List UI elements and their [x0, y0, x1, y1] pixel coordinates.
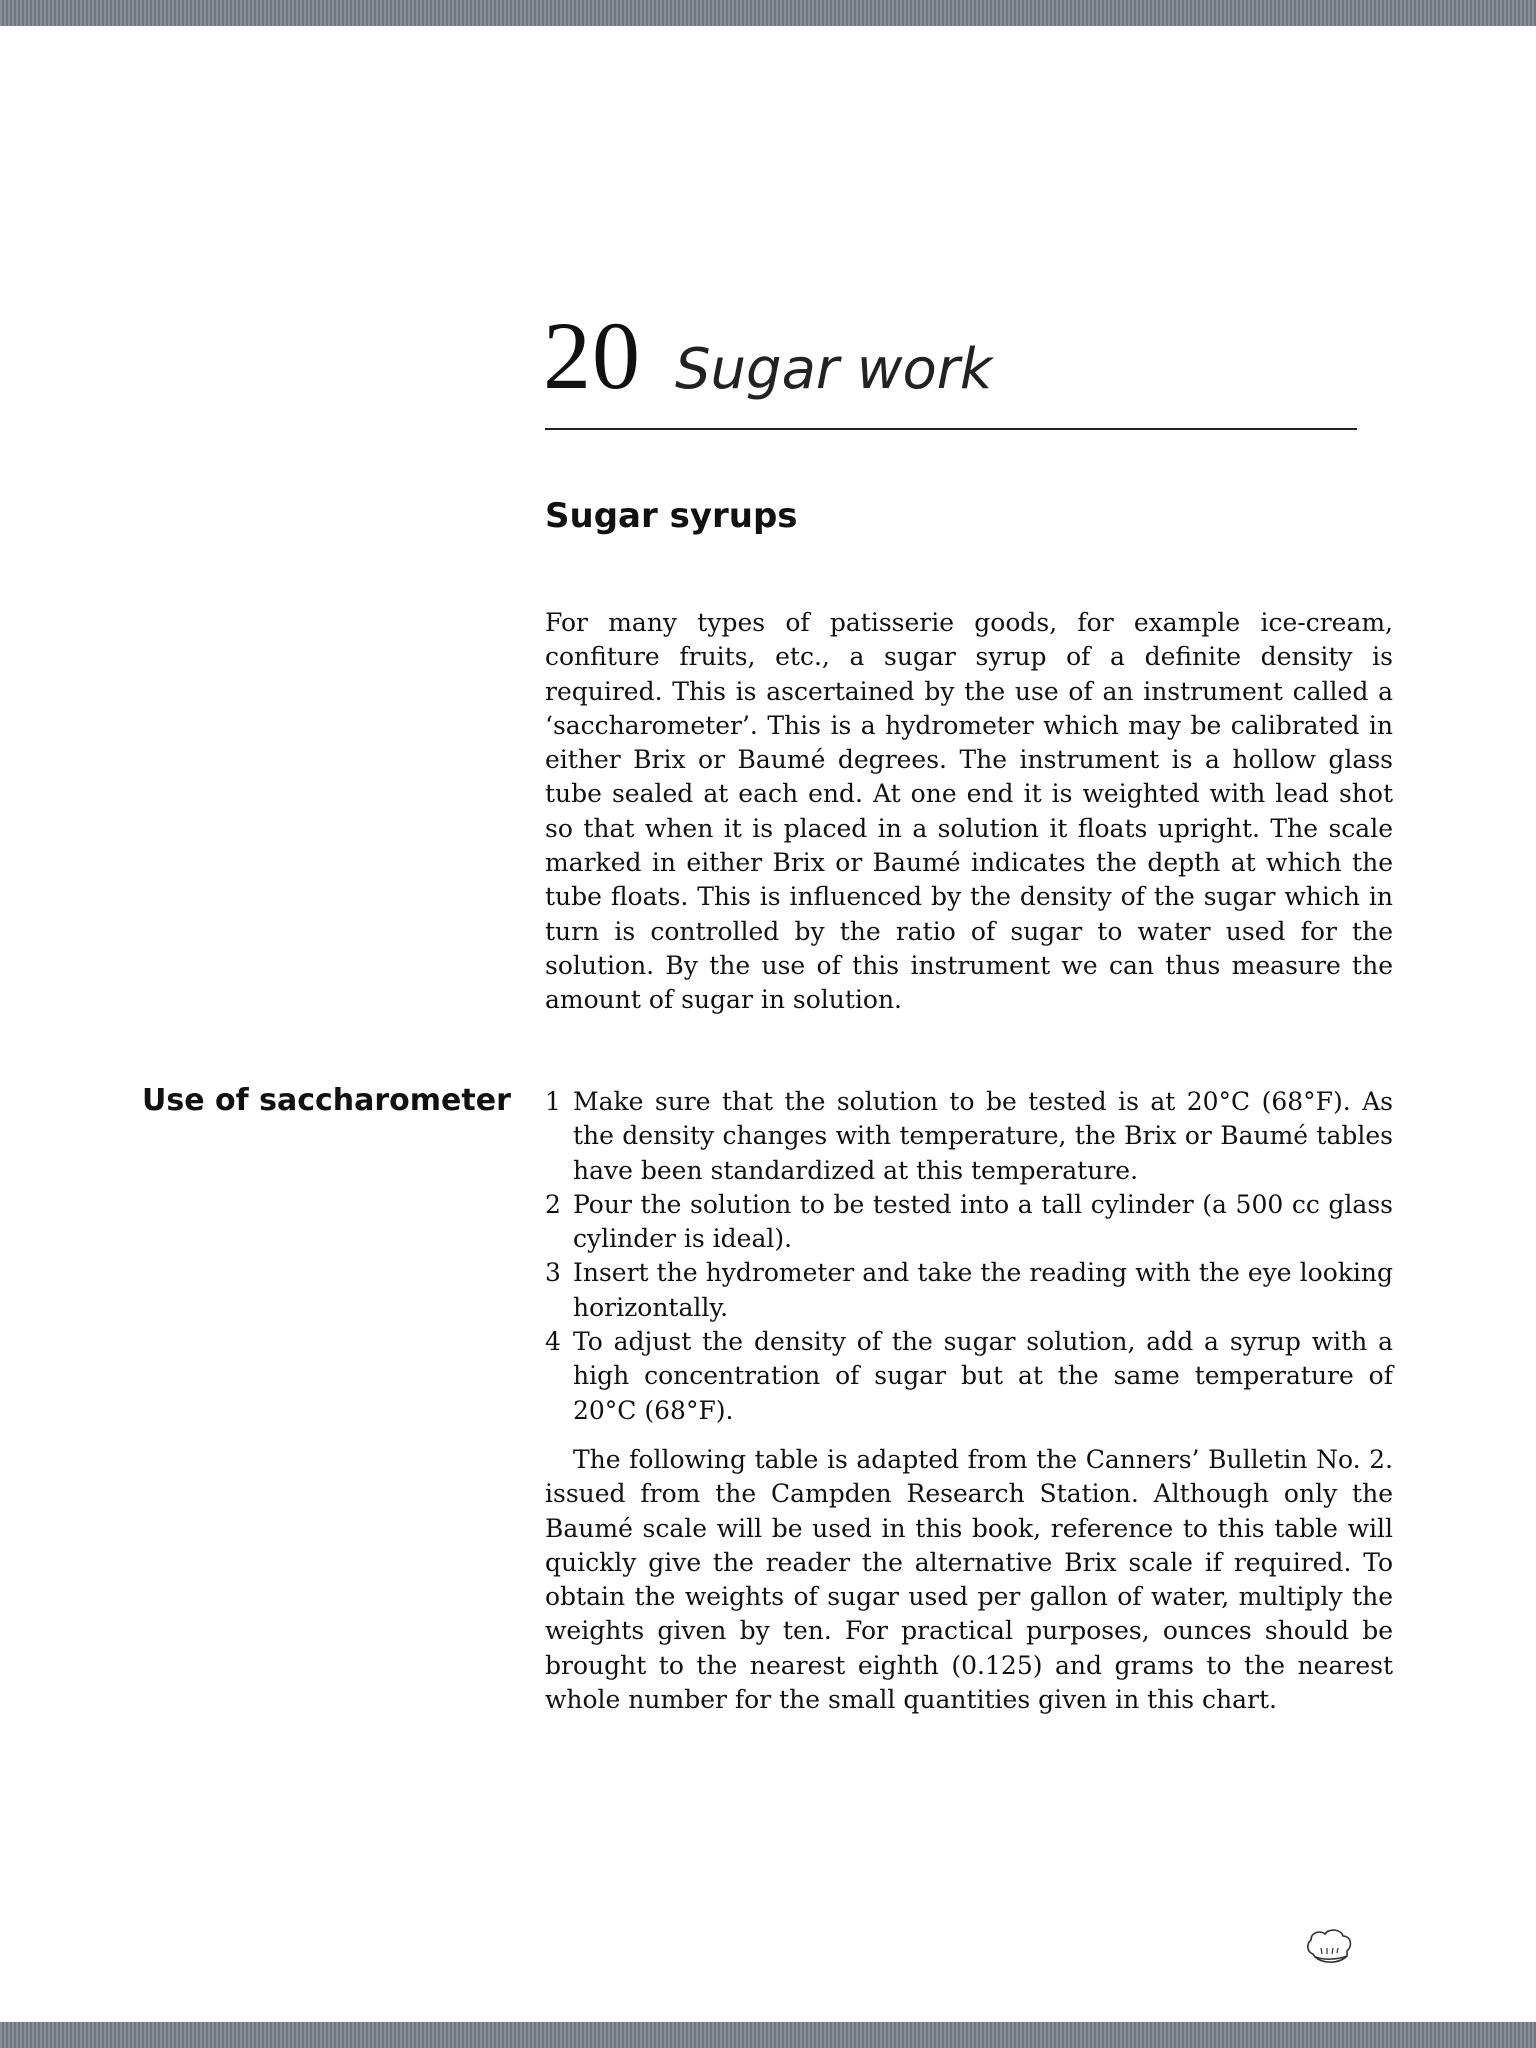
page-edge-bottom	[0, 2022, 1536, 2048]
steps-list	[545, 1085, 1393, 1428]
step-number: 1	[545, 1087, 561, 1116]
section-heading: Sugar syrups	[545, 496, 798, 536]
side-heading: Use of saccharometer	[142, 1083, 511, 1118]
step-number: 2	[545, 1189, 561, 1219]
list-item	[545, 1256, 1393, 1325]
page-edge-top	[0, 0, 1536, 26]
chapter-rule	[545, 428, 1357, 430]
intro-paragraph: For many types of patisserie goods, for example ice-cream, confiture fruits, etc., a sugar syrup of a definite density is required. This is ascertained by the use of an instrument called a ‘saccharometer’. This is a hydrometer which may be calibrated in either Brix or Baumé degrees. The instrument is a hollow glass tube sealed at each end. At one end it is weighted with lead shot so that when it is placed in a solution it floats upright. The scale marked in either Brix or Baumé indicates the depth at which the tube floats. This is influenced by the density of the sugar which in turn is controlled by the ratio of sugar to water used for the solution. By the use of this instrument we can thus measure the amount of sugar in solution.	[545, 608, 1393, 1015]
step-text: Make sure that the solution to be tested is at 20°C (68°F). As the density changes with temperature, the Brix or Baumé tables have been standardized at this temperature.	[573, 1087, 1393, 1185]
chef-hat-icon	[1305, 1924, 1353, 1968]
chapter-name: Sugar work	[675, 337, 993, 402]
list-item	[545, 1325, 1393, 1428]
step-text: Pour the solution to be tested into a tall cylinder (a 500 cc glass cylinder is ideal).	[573, 1189, 1393, 1254]
list-item	[545, 1085, 1393, 1188]
chapter-number: 20	[543, 302, 641, 409]
following-paragraph: The following table is adapted from the Canners’ Bulletin No. 2. issued from the Campden Research Station. Although only the Baumé scale will be used in this book, reference to this table will quickly give the reader the alternative Brix scale if required. To obtain the weights of sugar used per gallon of water, multiply the weights given by ten. For practical purposes, ounces should be brought to the nearest eighth (0.125) and grams to the nearest whole number for the small quantities given in this chart.	[545, 1445, 1393, 1715]
step-text: Insert the hydrometer and take the reading with the eye looking horizontally.	[573, 1258, 1393, 1322]
step-text: To adjust the density of the sugar solution, add a syrup with a high concentration of sugar but at the same temperature of 20°C (68°F).	[573, 1327, 1393, 1425]
step-number: 4	[545, 1327, 561, 1357]
step-number: 3	[545, 1258, 561, 1288]
list-item	[545, 1188, 1393, 1257]
chapter-title	[543, 302, 1393, 409]
